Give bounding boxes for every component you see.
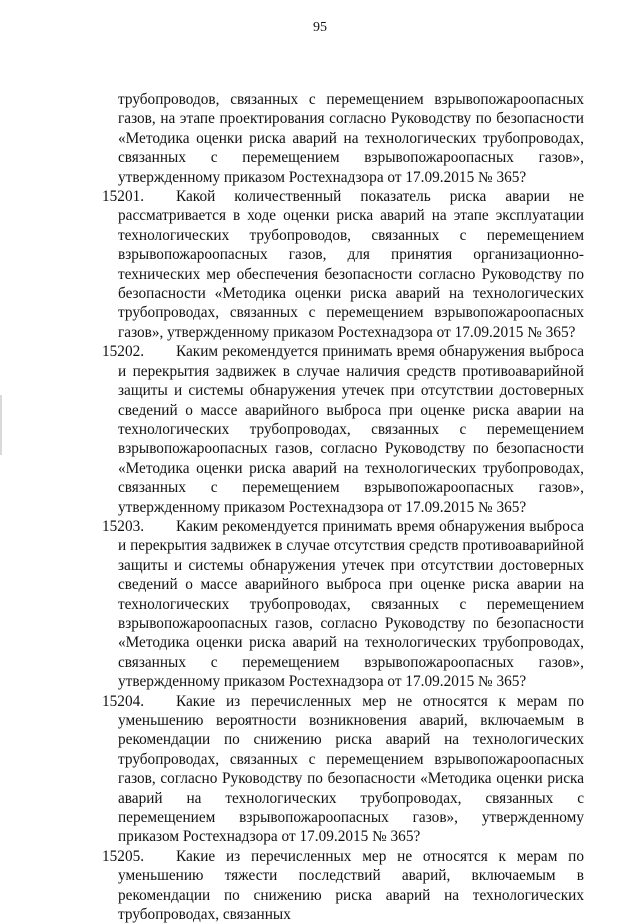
- question-number: 15202.: [102, 343, 145, 361]
- document-body: [102, 90, 584, 924]
- question-15202: [102, 342, 584, 517]
- question-text: Какие из перечисленных мер не относятся к мерам по уменьшению вероятности возникновения аварий, включаемым в рекомендации по снижению риска аварий на технологических трубопроводах, связанных с перемещением взрывопожароопасных газов, согласно Руководству по безопасности «Методика оценки риска аварий на технологических трубопроводах, связанных с перемещением взрывопожароопасных газов», утвержденному приказом Ростехнадзора от 17.09.2015 № 365?: [118, 692, 584, 846]
- question-text: Какие из перечисленных мер не относятся к мерам по уменьшению тяжести последствий аварий, включаемым в рекомендации по снижению риска аварий на технологических трубопроводах, связанных: [118, 847, 584, 924]
- question-number: 15204.: [102, 692, 145, 710]
- question-text: Какой количественный показатель риска аварии не рассматривается в ходе оценки риска аварий на этапе эксплуатации технологических трубопроводов, связанных с перемещением взрывопожароопасных газов, для принятия организационно-технических мер обеспечения безопасности согласно Руководству по безопасности «Методика оценки риска аварий на технологических трубопроводах, связанных с перемещением взрывопожароопасных газов», утвержденному приказом Ростехнадзора от 17.09.2015 № 365?: [118, 188, 584, 341]
- question-number: 15203.: [102, 517, 145, 535]
- question-text: Каким рекомендуется принимать время обнаружения выброса и перекрытия задвижек в случае наличия средств противоаварийной защиты и системы обнаружения утечек при отсутствии достоверных сведений о массе аварийного выброса при оценке риска аварии на технологических трубопроводах, связанных с перемещением взрывопожароопасных газов, согласно Руководству по безопасности «Методика оценки риска аварий на технологических трубопроводах, связанных с перемещением взрывопожароопасных газов», утвержденному приказом Ростехнадзора от 17.09.2015 № 365?: [118, 343, 584, 516]
- question-15203: [102, 517, 584, 692]
- question-number: 15205.: [102, 847, 145, 865]
- question-15201: [102, 187, 584, 342]
- question-15205: [102, 847, 584, 924]
- question-text: Каким рекомендуется принимать время обнаружения выброса и перекрытия задвижек в случае отсутствия средств противоаварийной защиты и системы обнаружения утечек при отсутствии достоверных сведений о массе аварийного выброса при оценке риска аварии на технологических трубопроводах, связанных с перемещением взрывопожароопасных газов, согласно Руководству по безопасности «Методика оценки риска аварий на технологических трубопроводах, связанных с перемещением взрывопожароопасных газов», утвержденному приказом Ростехнадзора от 17.09.2015 № 365?: [118, 517, 584, 691]
- continuation-paragraph: трубопроводов, связанных с перемещением взрывопожароопасных газов, на этапе проектирования согласно Руководству по безопасности «Методика оценки риска аварий на технологических трубопроводах, связанных с перемещением взрывопожароопасных газов», утвержденному приказом Ростехнадзора от 17.09.2015 № 365?: [118, 91, 584, 186]
- question-number: 15201.: [102, 188, 145, 206]
- page-number: 95: [313, 20, 327, 35]
- question-15204: [102, 692, 584, 847]
- scan-edge-mark: [0, 395, 2, 455]
